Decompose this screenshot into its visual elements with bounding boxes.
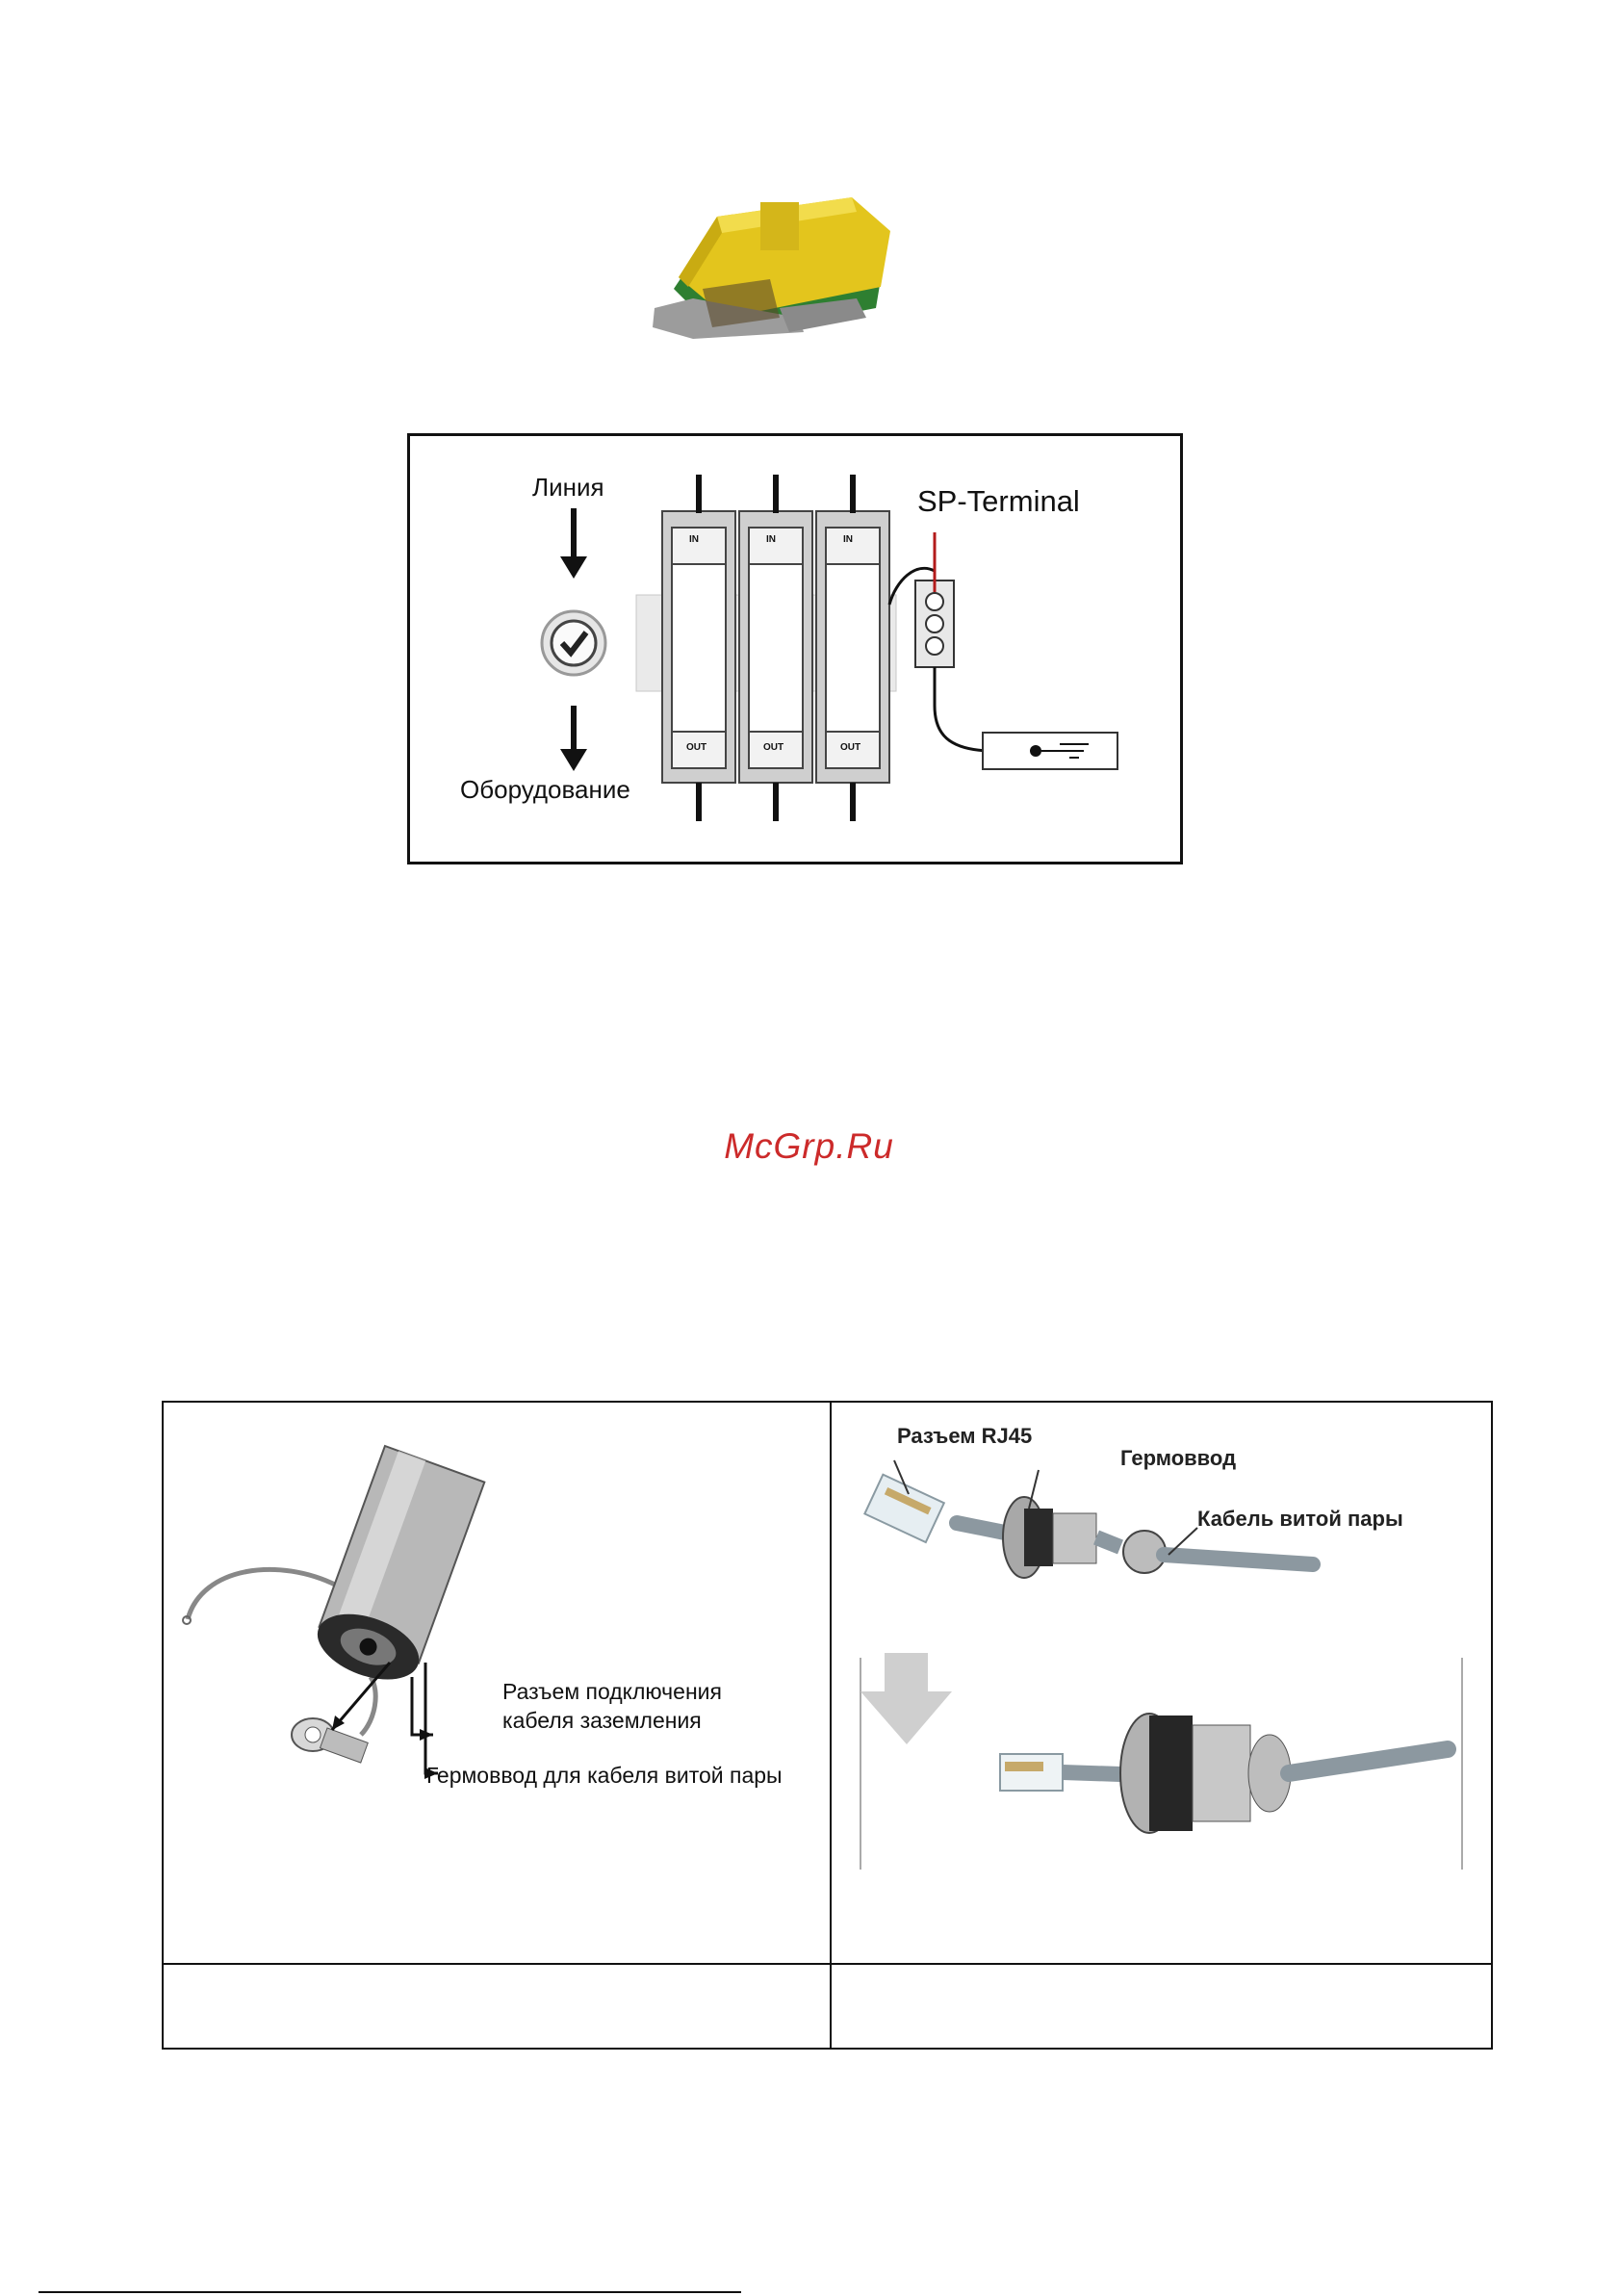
left-photo-cell: [164, 1403, 830, 1963]
sp-terminal-label: SP-Terminal: [917, 484, 1080, 518]
module-in-label: IN: [766, 534, 776, 545]
right-photo-cell: [832, 1403, 1491, 1963]
connection-diagram: [407, 433, 1183, 864]
module-out-label: OUT: [840, 742, 861, 753]
grounding-connector-caption: Разъем подключения кабеля заземления: [502, 1679, 722, 1733]
module-out-label: OUT: [763, 742, 784, 753]
watermark-text: McGrp.Ru: [724, 1126, 894, 1166]
terminal-block-photo: [635, 173, 924, 356]
twisted-pair-cable-callout: Кабель витой пары: [1197, 1507, 1403, 1531]
gland-callout: Гермоввод: [1120, 1446, 1237, 1470]
equipment-label: Оборудование: [460, 775, 630, 804]
rj45-callout: Разъем RJ45: [897, 1424, 1033, 1448]
module-out-label: OUT: [686, 742, 707, 753]
table-divider-horizontal: [164, 1963, 1491, 1965]
module-in-label: IN: [689, 534, 699, 545]
line-label: Линия: [532, 473, 604, 502]
module-in-label: IN: [843, 534, 853, 545]
photo-table: [162, 1401, 1493, 2050]
cable-gland-caption: Гермоввод для кабеля витой пары: [426, 1763, 783, 1788]
footer-rule: [39, 2291, 741, 2293]
